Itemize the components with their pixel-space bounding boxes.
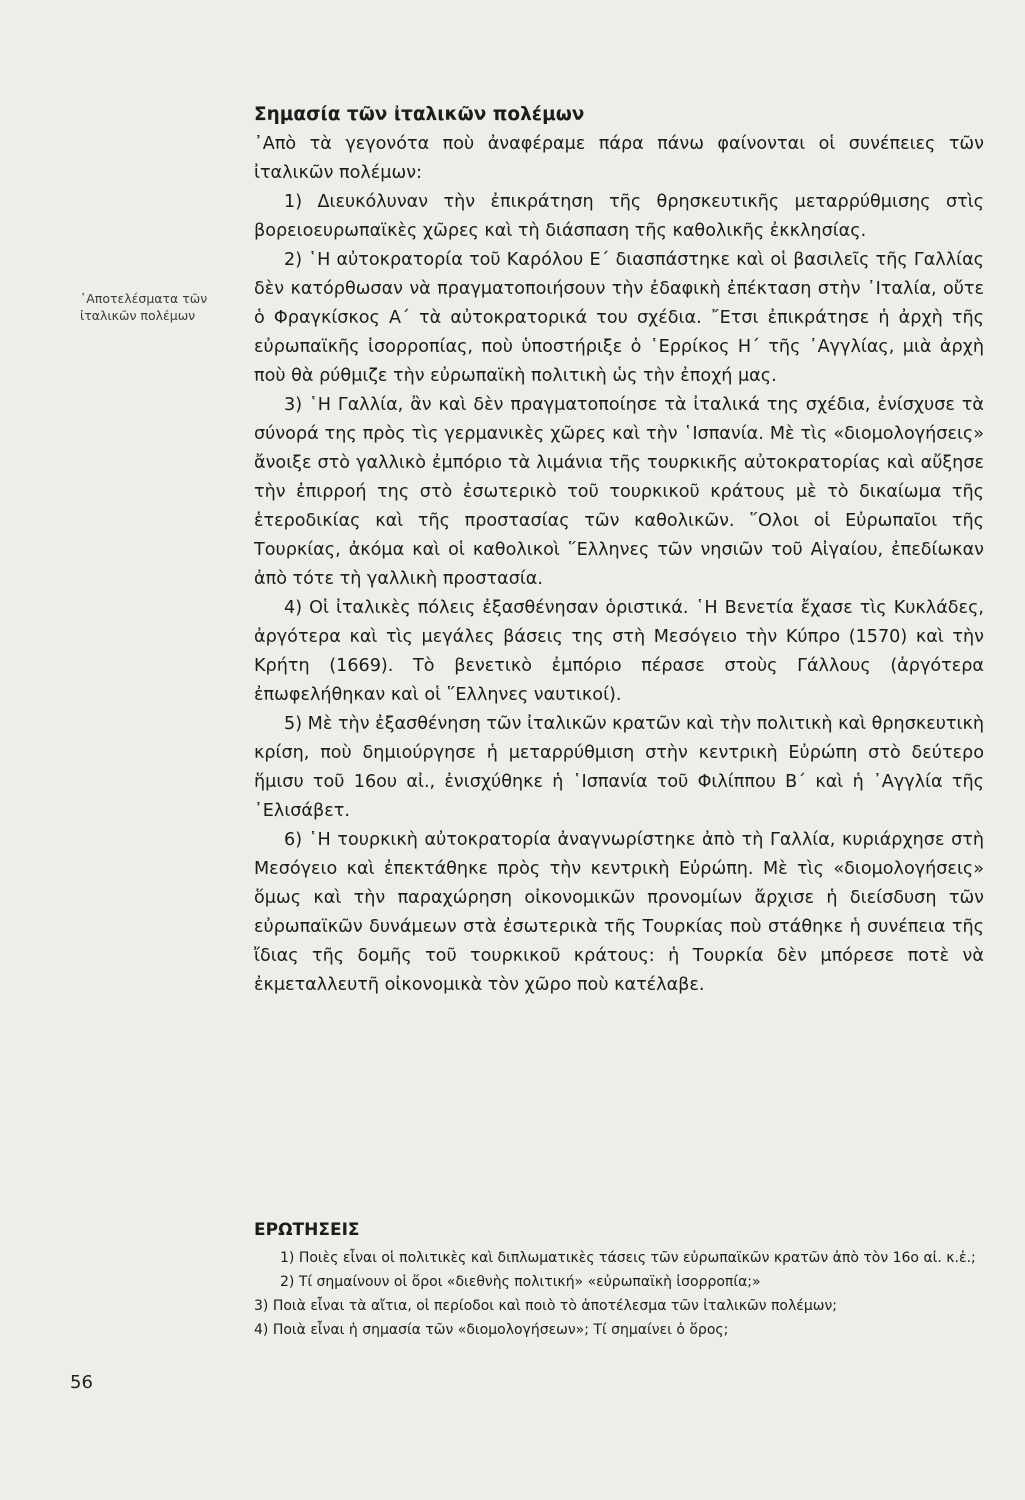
margin-note: ᾿Αποτελέσματα τῶν ἰταλικῶν πολέμων — [80, 291, 208, 323]
main-text — [254, 100, 984, 1000]
question-item: 3) Ποιὰ εἶναι τὰ αἴτια, οἱ περίοδοι καὶ ποιὸ τὸ ἀποτέλεσμα τῶν ἰταλικῶν πολέμων; — [254, 1298, 837, 1314]
paragraph-5: 5) Μὲ τὴν ἐξασθένηση τῶν ἰταλικῶν κρατῶν καὶ τὴν πολιτικὴ καὶ θρησκευτικὴ κρίση, ποὺ δημιούργησε ἡ μεταρρύθμιση στὴν κεντρικὴ Εὐρώπη στὸ δεύτερο ἥμισυ τοῦ 16ου αἰ., ἐνισχύθηκε ἡ ῾Ισπανία τοῦ Φιλίππου Β΄ καὶ ἡ ᾿Αγγλία τῆς ᾿Ελισάβετ. — [254, 714, 984, 821]
paragraph-2: 2) ῾Η αὐτοκρατορία τοῦ Καρόλου Ε΄ διασπάστηκε καὶ οἱ βασιλεῖς τῆς Γαλλίας δὲν κατόρθωσαν νὰ πραγματοποιήσουν τὴν ἐδαφικὴ ἐπέκταση στὴν ᾿Ιταλία, οὔτε ὁ Φραγκίσκος Α΄ τὰ αὐτοκρατορικά του σχέδια. ῎Ετσι ἐπικράτησε ἡ ἀρχὴ τῆς εὐρωπαϊκῆς ἰσορροπίας, ποὺ ὑποστήριξε ὁ ῾Ερρίκος Η΄ τῆς ᾿Αγγλίας, μιὰ ἀρχὴ ποὺ θὰ ρύθμιζε τὴν εὐρωπαϊκὴ πολιτικὴ ὡς τὴν ἐποχή μας. — [254, 250, 984, 386]
page-number: 56 — [70, 1372, 93, 1393]
question-item: 1) Ποιὲς εἶναι οἱ πολιτικὲς καὶ διπλωματικὲς τάσεις τῶν εὐρωπαϊκῶν κρατῶν ἀπὸ τὸν 16ο αἰ. κ.ἑ.; — [280, 1250, 976, 1266]
paragraph-3: 3) ῾Η Γαλλία, ἂν καὶ δὲν πραγματοποίησε τὰ ἰταλικά της σχέδια, ἐνίσχυσε τὰ σύνορά της πρὸς τὶς γερμανικὲς χῶρες καὶ τὴν ῾Ισπανία. Μὲ τὶς «διομολογήσεις» ἄνοιξε στὸ γαλλικὸ ἐμπόριο τὰ λιμάνια τῆς τουρκικῆς αὐτοκρατορίας καὶ αὔξησε τὴν ἐπιρροή της στὸ ἐσωτερικὸ τοῦ τουρκικοῦ κράτους μὲ τὸ δικαίωμα τῆς ἑτεροδικίας καὶ τῆς προστασίας τῶν καθολικῶν. ῞Ολοι οἱ Εὐρωπαῖοι τῆς Τουρκίας, ἀκόμα καὶ οἱ καθολικοὶ ῞Ελληνες τῶν νησιῶν τοῦ Αἰγαίου, ἐπεδίωκαν ἀπὸ τότε τὴ γαλλικὴ προστασία. — [254, 395, 984, 589]
paragraph-4: 4) Οἱ ἰταλικὲς πόλεις ἐξασθένησαν ὁριστικά. ῾Η Βενετία ἔχασε τὶς Κυκλάδες, ἀργότερα καὶ τὶς μεγάλες βάσεις της στὴ Μεσόγειο τὴν Κύπρο (1570) καὶ τὴν Κρήτη (1669). Τὸ βενετικὸ ἐμπόριο πέρασε στοὺς Γάλλους (ἀργότερα ἐπωφελήθηκαν καὶ οἱ ῞Ελληνες ναυτικοί). — [254, 598, 984, 705]
section-title: Σημασία τῶν ἰταλικῶν πολέμων — [254, 104, 585, 125]
paragraph-1: 1) Διευκόλυναν τὴν ἐπικράτηση τῆς θρησκευτικῆς μεταρρύθμισης στὶς βορειοευρωπαϊκὲς χῶρες καὶ τὴ διάσπαση τῆς καθολικῆς ἐκκλησίας. — [254, 192, 984, 241]
paragraph-6: 6) ῾Η τουρκικὴ αὐτοκρατορία ἀναγνωρίστηκε ἀπὸ τὴ Γαλλία, κυριάρχησε στὴ Μεσόγειο καὶ ἐπεκτάθηκε πρὸς τὴν κεντρικὴ Εὐρώπη. Μὲ τὶς «διομολογήσεις» ὅμως καὶ τὴν παραχώρηση οἰκονομικῶν προνομίων ἄρχισε ἡ διείσδυση τῶν εὐρωπαϊκῶν δυνάμεων στὰ ἐσωτερικὰ τῆς Τουρκίας ποὺ στάθηκε ἡ συνέπεια τῆς ἴδιας τῆς δομῆς τοῦ τουρκικοῦ κράτους: ἡ Τουρκία δὲν μπόρεσε ποτὲ νὰ ἐκμεταλλευτῆ οἰκονομικὰ τὸν χῶρο ποὺ κατέλαβε. — [254, 830, 984, 995]
questions-title: ΕΡΩΤΗΣΕΙΣ — [254, 1220, 360, 1240]
question-item: 4) Ποιὰ εἶναι ἡ σημασία τῶν «διομολογήσεων»; Τί σημαίνει ὁ ὅρος; — [254, 1322, 729, 1338]
intro-paragraph: ᾿Απὸ τὰ γεγονότα ποὺ ἀναφέραμε πάρα πάνω φαίνονται οἱ συνέπειες τῶν ἰταλικῶν πολέμων: — [254, 134, 984, 183]
question-item: 2) Τί σημαίνουν οἱ ὅροι «διεθνὴς πολιτική» «εὐρωπαϊκὴ ἰσορροπία;» — [280, 1274, 761, 1290]
questions-section — [254, 1216, 984, 1342]
